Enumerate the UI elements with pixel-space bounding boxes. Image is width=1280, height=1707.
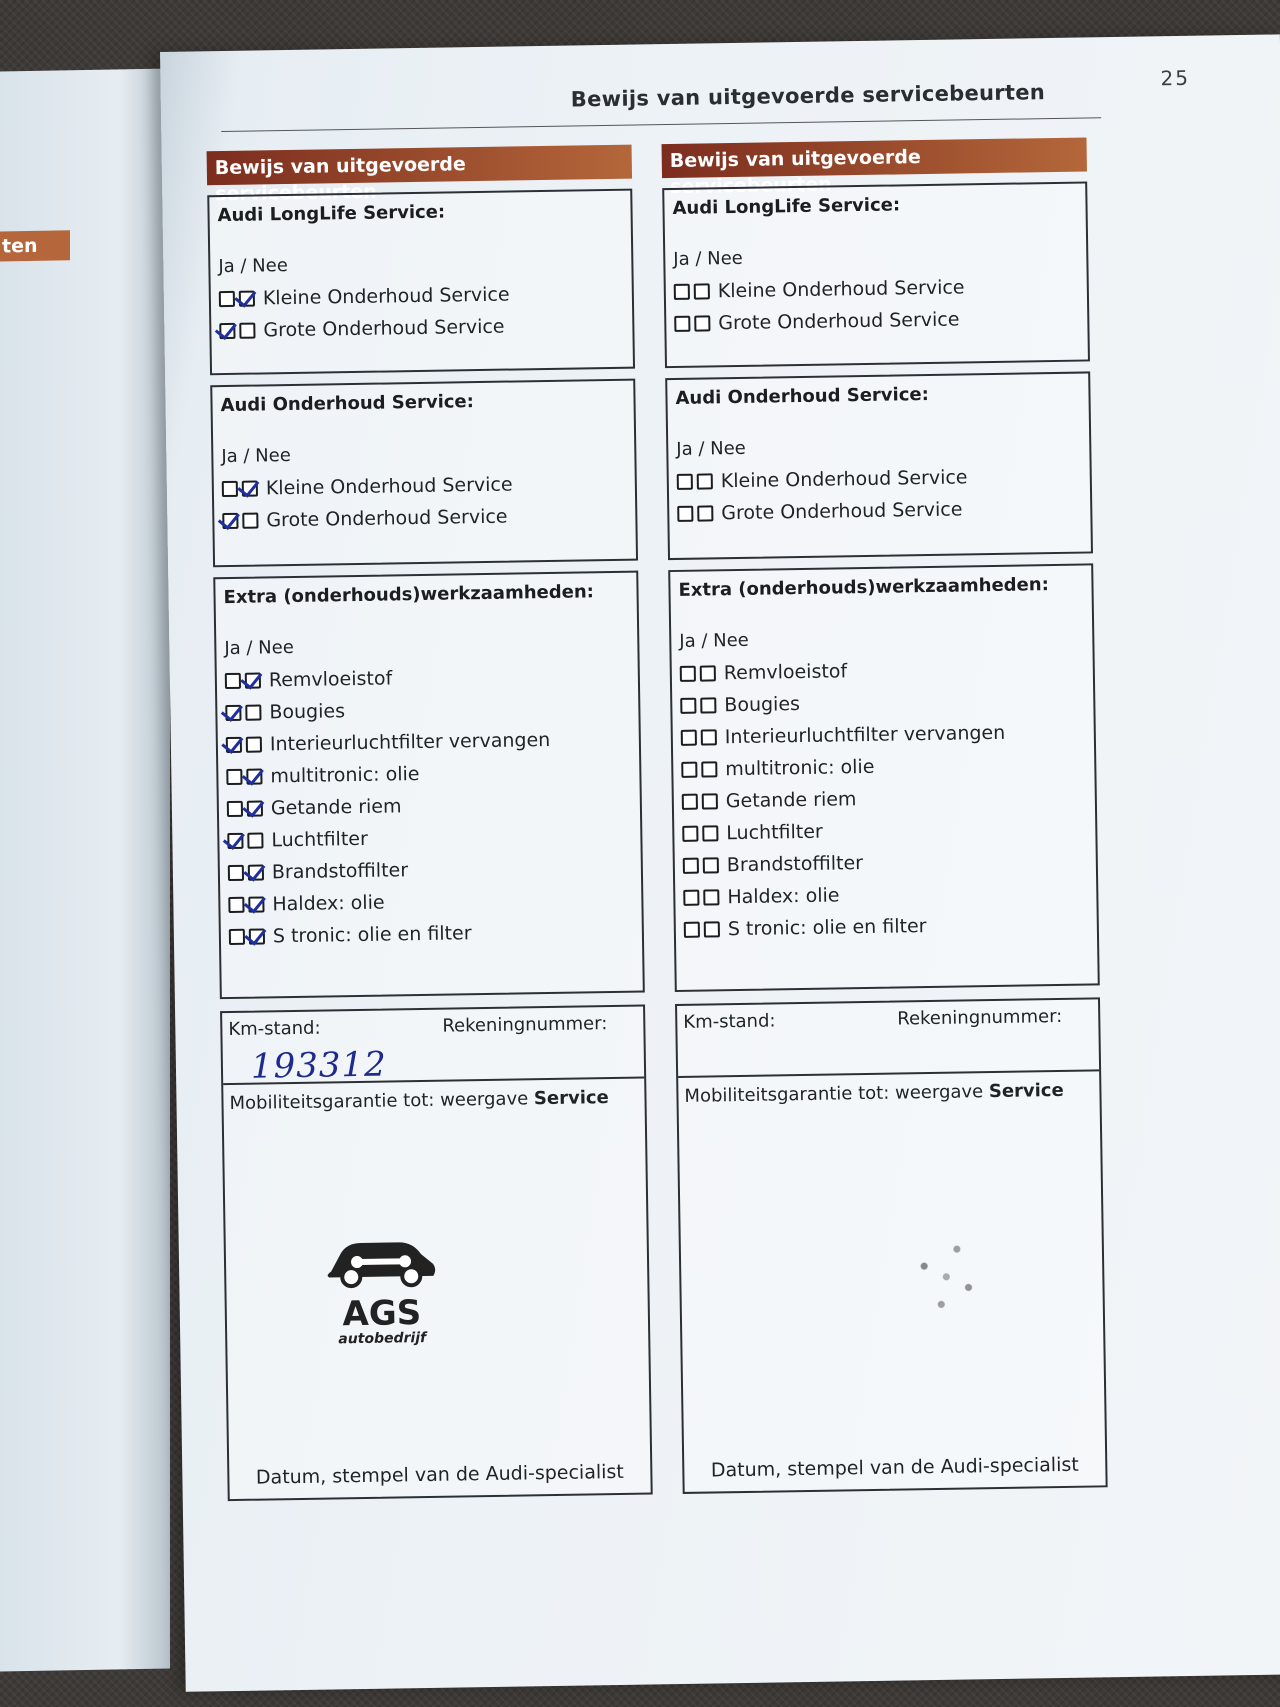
- nee-checkbox[interactable]: [694, 315, 710, 331]
- option-label: multitronic: olie: [270, 763, 420, 788]
- km-stand-label: Km-stand:: [683, 1010, 776, 1033]
- extra-options: [680, 652, 1089, 946]
- nee-checkbox[interactable]: [701, 761, 717, 777]
- ja-checkbox[interactable]: [228, 865, 244, 881]
- ja-checkbox[interactable]: [682, 794, 698, 810]
- header-rule: [221, 117, 1101, 132]
- option-label: Kleine Onderhoud Service: [262, 283, 510, 310]
- ja-checkbox[interactable]: [674, 316, 690, 332]
- nee-checkbox[interactable]: [697, 473, 713, 489]
- section-banner: Bewijs van uitgevoerde servicebeurten: [662, 137, 1087, 178]
- onderhoud-title: Audi Onderhoud Service:: [220, 391, 475, 417]
- onderhoud-section: [665, 371, 1093, 560]
- nee-checkbox[interactable]: [242, 481, 258, 497]
- extra-title: Extra (onderhouds)werkzaamheden:: [223, 581, 595, 609]
- ja-checkbox[interactable]: [680, 666, 696, 682]
- stamp-box: [675, 997, 1108, 1494]
- nee-checkbox[interactable]: [701, 729, 717, 745]
- km-row: [222, 1007, 644, 1086]
- option-label: S tronic: olie en filter: [272, 922, 472, 948]
- page-number: 25: [1160, 65, 1191, 91]
- ja-checkbox[interactable]: [225, 673, 241, 689]
- longlife-title: Audi LongLife Service:: [217, 201, 446, 227]
- option-label: Kleine Onderhoud Service: [720, 466, 968, 493]
- option-label: Luchtfilter: [726, 820, 823, 845]
- ja-checkbox[interactable]: [229, 929, 245, 945]
- ja-checkbox[interactable]: [683, 858, 699, 874]
- nee-checkbox[interactable]: [703, 889, 719, 905]
- left-page-edge: [0, 69, 170, 1672]
- option-label: Brandstoffilter: [726, 852, 864, 877]
- ja-checkbox[interactable]: [677, 474, 693, 490]
- nee-checkbox[interactable]: [246, 768, 262, 784]
- longlife-options: [674, 270, 1080, 340]
- nee-checkbox[interactable]: [239, 323, 255, 339]
- nee-checkbox[interactable]: [702, 793, 718, 809]
- option-label: Getande riem: [725, 788, 857, 813]
- car-wrench-icon: [321, 1230, 442, 1294]
- logo-name: AGS: [342, 1293, 422, 1335]
- ja-nee-label: Ja / Nee: [224, 636, 295, 660]
- option-row: [677, 492, 1082, 530]
- nee-checkbox[interactable]: [247, 800, 263, 816]
- mobiliteit-label: [229, 1087, 609, 1114]
- stamp-caption: Datum, stempel van de Audi-specialist: [255, 1460, 624, 1489]
- ja-checkbox[interactable]: [226, 737, 242, 753]
- ja-checkbox[interactable]: [225, 705, 241, 721]
- ja-checkbox[interactable]: [684, 922, 700, 938]
- option-label: Getande riem: [270, 795, 402, 820]
- stamp-box: [220, 1004, 653, 1501]
- mobiliteit-label: [684, 1080, 1064, 1107]
- ja-checkbox[interactable]: [680, 698, 696, 714]
- km-stand-handwritten: 193312: [250, 1044, 388, 1087]
- ags-stamp-logo: [321, 1230, 443, 1348]
- nee-checkbox[interactable]: [248, 864, 264, 880]
- ja-checkbox[interactable]: [227, 801, 243, 817]
- ja-checkbox[interactable]: [681, 730, 697, 746]
- option-label: Haldex: olie: [272, 891, 385, 916]
- nee-checkbox[interactable]: [239, 291, 255, 307]
- mobiliteit-prefix: Mobiliteitsgarantie tot: weergave: [684, 1081, 990, 1107]
- longlife-section: [662, 181, 1090, 368]
- option-label: Brandstoffilter: [271, 859, 409, 884]
- ja-checkbox[interactable]: [219, 323, 235, 339]
- option-row: [674, 302, 1079, 340]
- ja-checkbox[interactable]: [226, 769, 242, 785]
- nee-checkbox[interactable]: [702, 825, 718, 841]
- option-label: Grote Onderhoud Service: [266, 505, 508, 532]
- option-label: Interieurluchtfilter vervangen: [269, 728, 551, 756]
- ja-checkbox[interactable]: [682, 826, 698, 842]
- mobiliteit-bold: Service: [988, 1079, 1064, 1103]
- service-record-right: [662, 137, 1108, 1494]
- mobiliteit-bold: Service: [533, 1087, 609, 1110]
- longlife-section: [207, 189, 635, 376]
- option-row: [219, 309, 624, 347]
- option-label: Remvloeistof: [268, 667, 393, 692]
- option-label: Kleine Onderhoud Service: [265, 473, 513, 500]
- nee-checkbox[interactable]: [249, 928, 265, 944]
- nee-checkbox[interactable]: [700, 665, 716, 681]
- nee-checkbox[interactable]: [700, 697, 716, 713]
- option-label: Interieurluchtfilter vervangen: [724, 721, 1006, 749]
- ja-nee-label: Ja / Nee: [218, 255, 289, 278]
- ja-checkbox[interactable]: [228, 897, 244, 913]
- longlife-title: Audi LongLife Service:: [672, 194, 901, 219]
- ja-checkbox[interactable]: [674, 284, 690, 300]
- option-row: [229, 915, 634, 953]
- option-label: Bougies: [724, 693, 801, 717]
- onderhoud-section: [210, 379, 638, 568]
- page-title: Bewijs van uitgevoerde servicebeurten: [570, 80, 1046, 112]
- onderhoud-title: Audi Onderhoud Service:: [675, 383, 929, 409]
- option-label: Grote Onderhoud Service: [721, 498, 963, 525]
- ja-nee-label: Ja / Nee: [221, 444, 291, 468]
- option-label: Grote Onderhoud Service: [718, 308, 960, 335]
- option-label: Luchtfilter: [271, 827, 368, 852]
- ja-checkbox[interactable]: [222, 513, 238, 529]
- ja-nee-label: Ja / Nee: [676, 437, 746, 460]
- ja-nee-label: Ja / Nee: [679, 629, 749, 652]
- km-row: [677, 999, 1099, 1078]
- extra-section: [668, 563, 1100, 992]
- ja-checkbox[interactable]: [677, 506, 693, 522]
- option-label: S tronic: olie en filter: [727, 915, 927, 941]
- option-label: Kleine Onderhoud Service: [717, 276, 965, 303]
- option-label: Haldex: olie: [727, 884, 840, 909]
- nee-checkbox[interactable]: [704, 921, 720, 937]
- section-banner: Bewijs van uitgevoerde servicebeurten: [207, 145, 632, 186]
- nee-checkbox[interactable]: [245, 704, 261, 720]
- left-page-tab: ten: [0, 230, 70, 261]
- rekeningnummer-label: Rekeningnummer:: [442, 1013, 608, 1037]
- faded-stamp-smudge: [890, 1221, 1002, 1333]
- km-stand-label: Km-stand:: [228, 1017, 321, 1041]
- nee-checkbox[interactable]: [697, 505, 713, 521]
- nee-checkbox[interactable]: [703, 857, 719, 873]
- option-label: Remvloeistof: [723, 660, 848, 685]
- onderhoud-options: [677, 460, 1083, 530]
- longlife-options: [219, 277, 625, 347]
- extra-title: Extra (onderhouds)werkzaamheden:: [678, 574, 1049, 601]
- option-label: multitronic: olie: [725, 755, 875, 781]
- option-row: [684, 908, 1089, 946]
- nee-checkbox[interactable]: [242, 513, 258, 529]
- option-row: [222, 499, 627, 537]
- nee-checkbox[interactable]: [248, 896, 264, 912]
- nee-checkbox[interactable]: [247, 832, 263, 848]
- service-record-left: [207, 145, 653, 1502]
- option-label: Grote Onderhoud Service: [263, 315, 505, 342]
- ja-nee-label: Ja / Nee: [673, 247, 743, 270]
- nee-checkbox[interactable]: [694, 283, 710, 299]
- onderhoud-options: [222, 467, 628, 537]
- nee-checkbox[interactable]: [246, 736, 262, 752]
- rekeningnummer-label: Rekeningnummer:: [897, 1005, 1063, 1030]
- extra-options: [225, 659, 634, 953]
- logo-subtitle: autobedrijf: [338, 1329, 427, 1348]
- ja-checkbox[interactable]: [219, 291, 235, 307]
- mobiliteit-prefix: Mobiliteitsgarantie tot: weergave: [229, 1088, 535, 1115]
- booklet-page: [160, 34, 1280, 1691]
- stamp-caption: Datum, stempel van de Audi-specialist: [710, 1453, 1079, 1482]
- nee-checkbox[interactable]: [245, 672, 261, 688]
- ja-checkbox[interactable]: [227, 833, 243, 849]
- ja-checkbox[interactable]: [681, 762, 697, 778]
- option-label: Bougies: [269, 700, 346, 724]
- ja-checkbox[interactable]: [222, 481, 238, 497]
- extra-section: [213, 571, 645, 1000]
- ja-checkbox[interactable]: [683, 890, 699, 906]
